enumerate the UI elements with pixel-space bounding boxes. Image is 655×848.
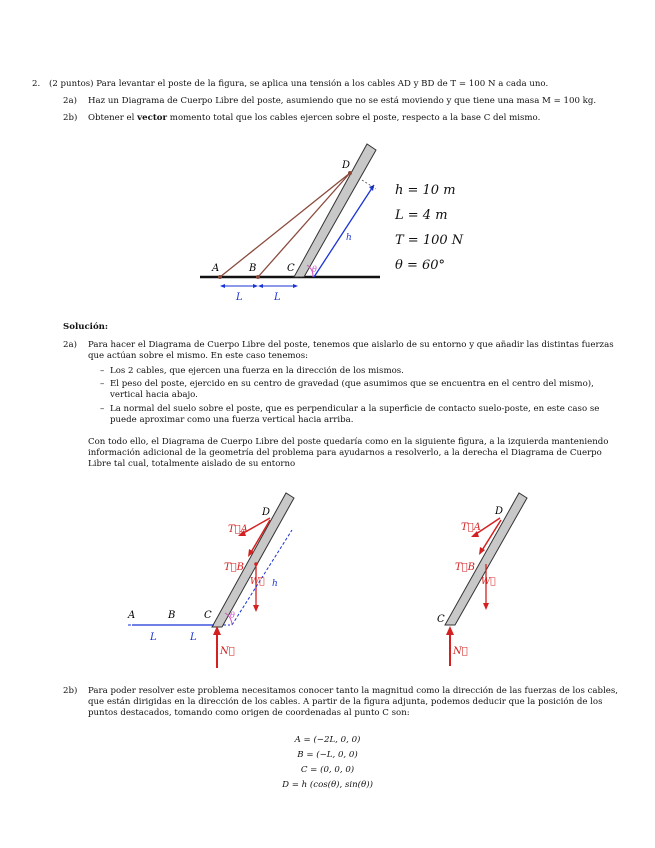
equation-a: A = (−2L, 0, 0) — [294, 735, 361, 745]
fbd-right-label-d: D — [495, 506, 504, 517]
question-2b-text — [88, 113, 628, 124]
question-2b-post: momento total que los cables ejercen sobre el poste, respecto a la base C del mismo. — [169, 113, 541, 123]
fbd-left-label-theta: θ — [230, 611, 235, 620]
problem-intro: (2 puntos) Para levantar el poste de la figura, se aplica una tensión a los cables AD y BD de T = 100 N a cada uno. — [49, 79, 549, 89]
bullet-normal: – La normal del suelo sobre el poste, que es perpendicular a la superficie de contacto suelo-poste, en este caso se puede aproximar como una fuerza vertical hacia arriba. — [100, 404, 620, 426]
label-l2: L — [274, 292, 281, 303]
fbd-left-pole — [212, 493, 294, 627]
bullet-cables: – Los 2 cables, que ejercen una fuerza en la dirección de los mismos. — [100, 366, 620, 377]
given-t: T = 100 N — [395, 233, 464, 248]
label-d: D — [342, 160, 351, 171]
theta-label: θ — [312, 265, 317, 274]
h-arrowhead — [369, 185, 374, 191]
h-extension-top — [362, 180, 376, 189]
given-l: L = 4 m — [395, 208, 448, 223]
point-d — [348, 171, 352, 175]
fbd-right-label-c: C — [437, 614, 445, 625]
solution-2a-intro: Para hacer el Diagrama de Cuerpo Libre del poste, tenemos que aislarlo de su entorno y que añadir las distintas fuerzas que actúan sobre el mismo. En este caso tenemos: — [88, 340, 614, 362]
fbd-left-label-d: D — [262, 507, 271, 518]
fbd-right-n-head — [446, 626, 454, 635]
question-2a-text: Haz un Diagrama de Cuerpo Libre del poste, asumiendo que no se está moviendo y que tiene una masa M = 100 kg. — [88, 96, 597, 106]
fbd-left-label-a: A — [128, 610, 136, 621]
equation-c: C = (0, 0, 0) — [300, 765, 355, 775]
fbd-left-label-ta: T⃗A — [228, 524, 248, 535]
fbd-left-cg — [254, 562, 258, 566]
fbd-right-w-head — [483, 603, 489, 610]
pole — [294, 144, 376, 277]
fbd-left-label-h: h — [272, 579, 278, 589]
given-theta: θ = 60° — [395, 258, 446, 273]
given-h: h = 10 m — [395, 183, 456, 198]
question-2b-bold: vector — [137, 113, 168, 123]
fbd-left-label-n: N⃗ — [220, 646, 235, 657]
fbd-left-label-b: B — [168, 610, 176, 621]
question-2b-label: 2b) — [63, 113, 78, 123]
label-h: h — [346, 233, 352, 243]
l2-arrow-left — [258, 284, 263, 288]
fbd-right-label-ta: T⃗A — [461, 522, 481, 533]
solution-2b-text: Para poder resolver este problema necesitamos conocer tanto la magnitud como la dirección de las fuerzas de los cables, que están dirigidas en la dirección de los cables. A partir de la figura adjunta, podemos deducir que la posición de los puntos destacados, tomando como origen de coordenadas al punto C son: — [88, 686, 619, 719]
fbd-left-label-tb: T⃗B — [224, 562, 245, 573]
equation-d: D = h (cos(θ), sin(θ)) — [282, 780, 373, 790]
fbd-left-label-l2: L — [190, 632, 197, 643]
solution-title: Solución: — [63, 322, 109, 332]
fbd-left-label-w: W⃗ — [250, 577, 265, 587]
fbd-left-label-c: C — [204, 610, 212, 621]
figure-2-left — [120, 490, 320, 670]
solution-2a-after: Con todo ello, el Diagrama de Cuerpo Libre del poste quedaría como en la siguiente figura, a la izquierda manteniendo información adicional de la geometría del problema para ayudarnos a resolverlo, a la derecha el Diagrama de Cuerpo Libre tal cual, totalmente aislado de su entorno — [88, 437, 609, 470]
label-a: A — [212, 263, 220, 274]
fbd-right-label-w: W⃗ — [481, 577, 496, 587]
figure-1 — [190, 140, 490, 310]
fbd-right-label-n: N⃗ — [453, 646, 468, 657]
solution-2b-label: 2b) — [63, 686, 78, 696]
fbd-right-label-tb: T⃗B — [455, 562, 476, 573]
problem-number: 2. — [32, 79, 41, 89]
equation-b: B = (−L, 0, 0) — [297, 750, 358, 760]
question-2a-label: 2a) — [63, 96, 77, 106]
l1-arrow-left — [220, 284, 225, 288]
point-b — [256, 275, 260, 279]
question-2b-pre: Obtener el — [88, 113, 135, 123]
label-c: C — [287, 263, 295, 274]
l1-arrow-right — [253, 284, 258, 288]
l2-arrow-right — [293, 284, 298, 288]
fbd-left-label-l1: L — [150, 632, 157, 643]
figure-2-right — [425, 490, 545, 670]
label-l1: L — [236, 292, 243, 303]
bullet-weight: – El peso del poste, ejercido en su centro de gravedad (que asumimos que se encuentra en el centro del mismo), vertical hacia abajo. — [100, 379, 620, 401]
label-b: B — [249, 263, 257, 274]
point-a — [218, 275, 222, 279]
solution-2a-label: 2a) — [63, 340, 77, 350]
solution-bullets — [100, 366, 620, 428]
fbd-left-w-head — [253, 605, 259, 612]
